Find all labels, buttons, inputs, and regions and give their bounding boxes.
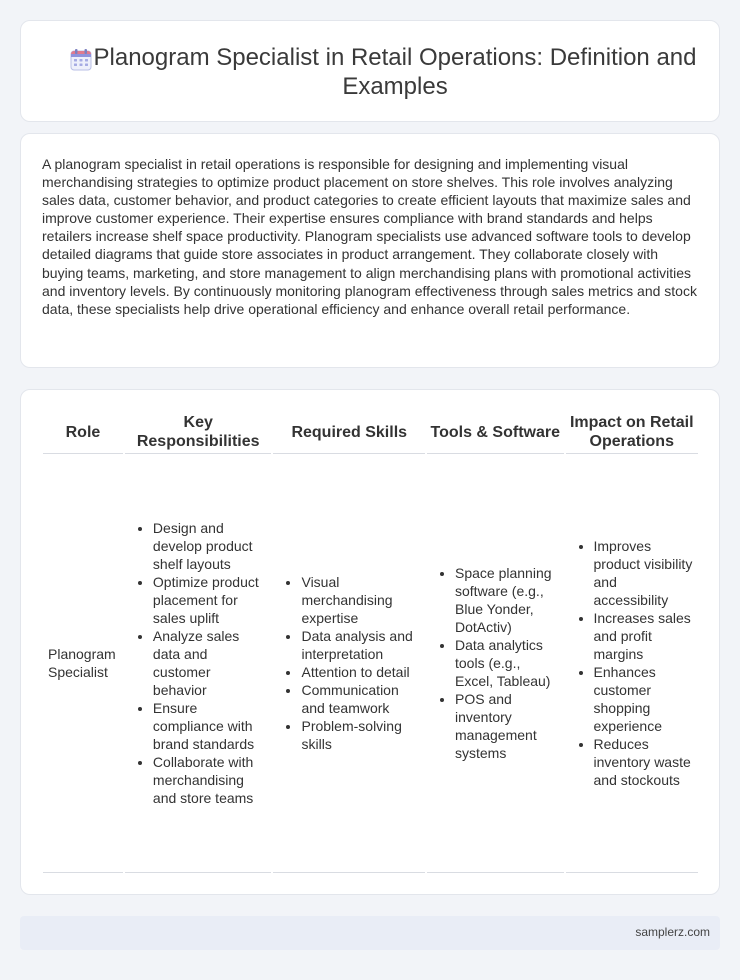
responsibilities-list — [129, 519, 268, 807]
header-impact: Impact on Retail Operations — [566, 411, 699, 454]
list-item: • Collaborate with merchandising and store teams — [153, 753, 268, 807]
footer-site-link[interactable]: samplerz.com — [635, 925, 710, 939]
list-item: • Increases sales and profit margins — [594, 609, 695, 663]
tools-list — [431, 564, 560, 762]
header-tools: Tools & Software — [427, 411, 564, 454]
table-row — [43, 454, 698, 873]
cell-role: Planogram Specialist — [43, 454, 123, 873]
table-header-row — [43, 411, 698, 454]
cell-tools — [427, 454, 564, 873]
list-item: • Reduces inventory waste and stockouts — [594, 735, 695, 789]
intro-card — [20, 133, 720, 368]
list-item: • Communication and teamwork — [301, 681, 421, 717]
calendar-icon — [69, 48, 93, 72]
page-title: Planogram Specialist in Retail Operations: Definition and Examples — [93, 44, 697, 100]
list-item: • Visual merchandising expertise — [301, 573, 421, 627]
cell-impact — [566, 454, 699, 873]
list-item: • Optimize product placement for sales uplift — [153, 573, 268, 627]
list-item: • Data analysis and interpretation — [301, 627, 421, 663]
skills-list — [277, 573, 421, 753]
list-item: • Design and develop product shelf layouts — [153, 519, 268, 573]
table-card — [20, 389, 720, 895]
list-item: • Analyze sales data and customer behavior — [153, 627, 268, 699]
impact-list — [570, 537, 695, 789]
header-role: Role — [43, 411, 123, 454]
list-item: • Ensure compliance with brand standards — [153, 699, 268, 753]
intro-paragraph: A planogram specialist in retail operations is responsible for designing and implementing visual merchandising strategies to optimize product placement on store shelves. This role involves analyzing sales data, customer behavior, and product categories to create efficient layouts that maximize sales and improve customer experience. Their expertise ensures compliance with brand standards and helps retailers increase shelf space productivity. Planogram specialists use advanced software tools to develop detailed diagrams that guide store associates in product arrangement. They collaborate closely with buying teams, marketing, and store management to align merchandising plans with promotional activities and inventory levels. By continuously monitoring planogram effectiveness through sales metrics and stock data, these specialists help drive operational efficiency and enhance overall retail performance. — [42, 156, 697, 317]
list-item: • Space planning software (e.g., Blue Yonder, DotActiv) — [455, 564, 560, 636]
cell-skills — [273, 454, 425, 873]
list-item: • Attention to detail — [301, 663, 421, 681]
list-item: • Data analytics tools (e.g., Excel, Tableau) — [455, 636, 560, 690]
role-table — [41, 411, 700, 873]
footer-bar — [20, 916, 720, 950]
title-wrap — [41, 43, 699, 101]
title-card — [20, 20, 720, 122]
list-item: • Improves product visibility and accessibility — [594, 537, 695, 609]
cell-responsibilities — [125, 454, 272, 873]
header-responsibilities: Key Responsibilities — [125, 411, 272, 454]
header-skills: Required Skills — [273, 411, 425, 454]
list-item: • Problem-solving skills — [301, 717, 421, 753]
list-item: • Enhances customer shopping experience — [594, 663, 695, 735]
list-item: • POS and inventory management systems — [455, 690, 560, 762]
